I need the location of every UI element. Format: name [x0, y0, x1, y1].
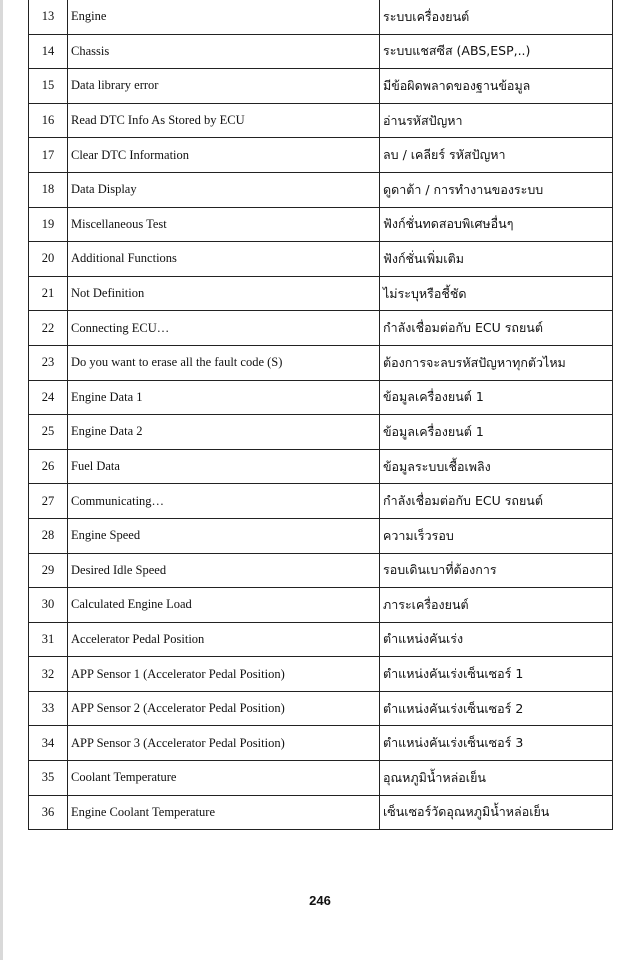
table-row — [29, 449, 613, 484]
row-number: 26 — [29, 449, 68, 484]
row-number: 18 — [29, 172, 68, 207]
row-number: 20 — [29, 242, 68, 277]
thai-translation: ข้อมูลเครื่องยนต์ 1 — [380, 415, 613, 450]
thai-translation: กำลังเชื่อมต่อกับ ECU รถยนต์ — [380, 311, 613, 346]
row-number: 25 — [29, 415, 68, 450]
table-row — [29, 172, 613, 207]
english-term: Miscellaneous Test — [68, 207, 380, 242]
english-term: Accelerator Pedal Position — [68, 622, 380, 657]
english-term: Engine — [68, 0, 380, 34]
row-number: 16 — [29, 103, 68, 138]
row-number: 13 — [29, 0, 68, 34]
row-number: 30 — [29, 588, 68, 623]
row-number: 36 — [29, 795, 68, 830]
row-number: 28 — [29, 518, 68, 553]
english-term: Additional Functions — [68, 242, 380, 277]
row-number: 17 — [29, 138, 68, 173]
row-number: 24 — [29, 380, 68, 415]
thai-translation: ลบ / เคลียร์ รหัสปัญหา — [380, 138, 613, 173]
table-row — [29, 622, 613, 657]
thai-translation: เซ็นเซอร์วัดอุณหภูมิน้ำหล่อเย็น — [380, 795, 613, 830]
thai-translation: ฟังก์ชั่นทดสอบพิเศษอื่นๆ — [380, 207, 613, 242]
row-number: 34 — [29, 726, 68, 761]
row-number: 15 — [29, 69, 68, 104]
english-term: Coolant Temperature — [68, 761, 380, 796]
table-row — [29, 761, 613, 796]
english-term: Fuel Data — [68, 449, 380, 484]
thai-translation: ดูดาต้า / การทำงานของระบบ — [380, 172, 613, 207]
page-edge-shadow — [0, 0, 3, 960]
english-term: Engine Data 1 — [68, 380, 380, 415]
table-row — [29, 242, 613, 277]
english-term: Communicating… — [68, 484, 380, 519]
row-number: 22 — [29, 311, 68, 346]
table-row — [29, 207, 613, 242]
row-number: 14 — [29, 34, 68, 69]
row-number: 35 — [29, 761, 68, 796]
table-row — [29, 588, 613, 623]
table-row — [29, 518, 613, 553]
table-row — [29, 380, 613, 415]
thai-translation: ข้อมูลระบบเชื้อเพลิง — [380, 449, 613, 484]
row-number: 19 — [29, 207, 68, 242]
row-number: 33 — [29, 691, 68, 726]
english-term: Data Display — [68, 172, 380, 207]
table-row — [29, 311, 613, 346]
english-term: Data library error — [68, 69, 380, 104]
row-number: 21 — [29, 276, 68, 311]
table-row — [29, 138, 613, 173]
thai-translation: ฟังก์ชั่นเพิ่มเติม — [380, 242, 613, 277]
thai-translation: อุณหภูมิน้ำหล่อเย็น — [380, 761, 613, 796]
row-number: 27 — [29, 484, 68, 519]
english-term: APP Sensor 3 (Accelerator Pedal Position) — [68, 726, 380, 761]
english-term: Engine Coolant Temperature — [68, 795, 380, 830]
table-row — [29, 415, 613, 450]
english-term: APP Sensor 1 (Accelerator Pedal Position) — [68, 657, 380, 692]
english-term: Engine Data 2 — [68, 415, 380, 450]
thai-translation: กำลังเชื่อมต่อกับ ECU รถยนต์ — [380, 484, 613, 519]
row-number: 31 — [29, 622, 68, 657]
thai-translation: ตำแหน่งคันเร่งเซ็นเซอร์ 1 — [380, 657, 613, 692]
thai-translation: ไม่ระบุหรือชี้ชัด — [380, 276, 613, 311]
thai-translation: ระบบแชสซีส (ABS,ESP,..) — [380, 34, 613, 69]
glossary-table-body — [29, 0, 613, 830]
row-number: 32 — [29, 657, 68, 692]
english-term: Chassis — [68, 34, 380, 69]
english-term: Desired Idle Speed — [68, 553, 380, 588]
page-number: 246 — [309, 893, 331, 908]
table-row — [29, 795, 613, 830]
glossary-table — [28, 0, 613, 830]
table-row — [29, 691, 613, 726]
english-term: Clear DTC Information — [68, 138, 380, 173]
thai-translation: ระบบเครื่องยนต์ — [380, 0, 613, 34]
thai-translation: ตำแหน่งคันเร่งเซ็นเซอร์ 2 — [380, 691, 613, 726]
table-row — [29, 345, 613, 380]
thai-translation: ตำแหน่งคันเร่ง — [380, 622, 613, 657]
table-row — [29, 657, 613, 692]
thai-translation: ข้อมูลเครื่องยนต์ 1 — [380, 380, 613, 415]
row-number: 29 — [29, 553, 68, 588]
thai-translation: มีข้อผิดพลาดของฐานข้อมูล — [380, 69, 613, 104]
english-term: APP Sensor 2 (Accelerator Pedal Position) — [68, 691, 380, 726]
table-row — [29, 726, 613, 761]
table-row — [29, 69, 613, 104]
table-row — [29, 276, 613, 311]
english-term: Engine Speed — [68, 518, 380, 553]
table-row — [29, 553, 613, 588]
thai-translation: รอบเดินเบาที่ต้องการ — [380, 553, 613, 588]
row-number: 23 — [29, 345, 68, 380]
thai-translation: ต้องการจะลบรหัสปัญหาทุกตัวไหม — [380, 345, 613, 380]
thai-translation: อ่านรหัสปัญหา — [380, 103, 613, 138]
english-term: Calculated Engine Load — [68, 588, 380, 623]
thai-translation: ความเร็วรอบ — [380, 518, 613, 553]
english-term: Connecting ECU… — [68, 311, 380, 346]
thai-translation: ภาระเครื่องยนต์ — [380, 588, 613, 623]
table-row — [29, 34, 613, 69]
english-term: Read DTC Info As Stored by ECU — [68, 103, 380, 138]
table-row — [29, 103, 613, 138]
english-term: Not Definition — [68, 276, 380, 311]
thai-translation: ตำแหน่งคันเร่งเซ็นเซอร์ 3 — [380, 726, 613, 761]
table-row — [29, 0, 613, 34]
table-row — [29, 484, 613, 519]
english-term: Do you want to erase all the fault code (S) — [68, 345, 380, 380]
